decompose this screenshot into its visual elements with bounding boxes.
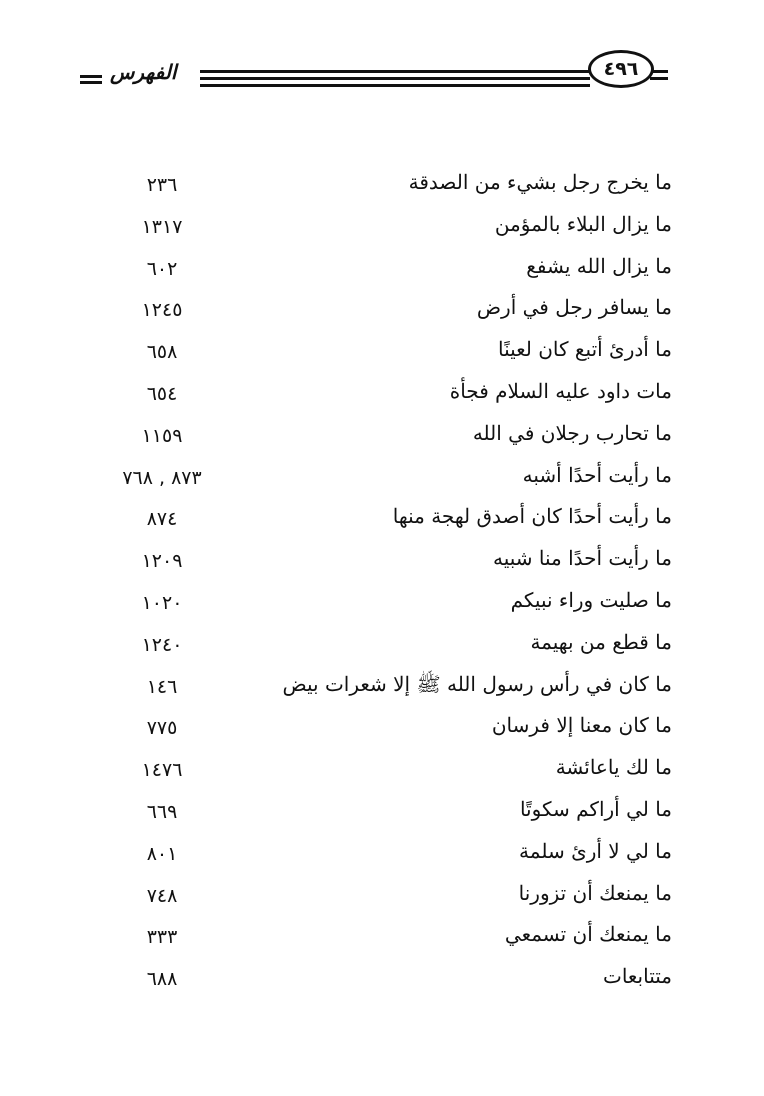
index-entry [0,793,764,833]
entry-page-number: ١٤٦ [146,676,178,698]
index-entry [0,877,764,917]
entry-page-number: ١٢٤٠ [141,634,183,656]
entry-text: ما رأيت أحدًا أشبه [522,463,672,487]
entry-page-number: ٦٠٢ [146,258,178,280]
index-entry [0,417,764,457]
index-entry [0,626,764,666]
entry-text: ما كان معنا إلا فرسان [491,713,672,737]
index-entry [0,291,764,331]
entry-page-number: ٦٥٨ [146,341,178,363]
entry-text: ما يخرج رجل بشيء من الصدقة [408,170,672,194]
entry-text: ما أدرئ أتبع كان لعينًا [497,337,672,361]
index-entry [0,500,764,540]
entry-text: ما رأيت أحدًا منا شبيه [492,546,672,570]
page-title: الفهرس [110,60,177,84]
index-entry [0,542,764,582]
page-header [0,48,764,100]
index-entry [0,333,764,373]
index-entry [0,208,764,248]
entry-text: ما رأيت أحدًا كان أصدق لهجة منها [392,504,672,528]
entry-text: ما يزال البلاء بالمؤمن [494,212,672,236]
entry-page-number: ٨٧٤ [146,508,178,530]
index-entry [0,250,764,290]
header-rule-top [200,70,590,73]
entry-page-number: ١٢٠٩ [141,550,183,572]
entry-page-number: ٨٧٣ , ٧٦٨ [122,467,202,489]
entry-text: ما كان في رأس رسول الله ﷺ إلا شعرات بيض [282,672,672,696]
entry-text: ما لي أراكم سكوتًا [519,797,672,821]
entry-page-number: ١٢٤٥ [141,299,183,321]
entry-page-number: ٨٠١ [146,843,178,865]
entry-page-number: ١٠٢٠ [141,592,183,614]
index-entry [0,459,764,499]
entry-page-number: ٦٥٤ [146,383,178,405]
page-number-badge [588,50,654,88]
page-number: ٤٩٦ [603,58,639,80]
header-left-rule-top [80,75,102,78]
entry-text: متتابعات [602,964,672,988]
entry-page-number: ٦٨٨ [146,968,178,990]
entry-text: ما يزال الله يشفع [526,254,672,278]
index-entry [0,835,764,875]
entry-page-number: ١٣١٧ [141,216,183,238]
index-entry [0,166,764,206]
index-entry [0,668,764,708]
entry-text: ما يمنعك أن تزورنا [518,881,672,905]
entry-page-number: ٣٣٣ [146,926,178,948]
index-entry [0,375,764,415]
entry-text: ما لي لا أرئ سلمة [519,839,672,863]
entry-text: ما قطع من بهيمة [530,630,672,654]
index-entry [0,584,764,624]
entry-text: ما تحارب رجلان في الله [472,421,672,445]
index-entry [0,709,764,749]
entry-page-number: ٦٦٩ [146,801,178,823]
entry-text: ما يمنعك أن تسمعي [504,922,672,946]
index-entry [0,918,764,958]
entry-page-number: ٧٤٨ [146,885,178,907]
entry-text: مات داود عليه السلام فجأة [449,379,672,403]
entry-page-number: ٧٧٥ [146,717,178,739]
entry-text: ما لك ياعائشة [555,755,672,779]
index-entry [0,960,764,1000]
entry-text: ما صليت وراء نبيكم [510,588,672,612]
header-right-rule-bottom [650,77,668,80]
header-rule-bottom [200,84,590,87]
entry-page-number: ٢٣٦ [146,174,178,196]
header-rule-middle [200,77,590,80]
entry-page-number: ١٤٧٦ [141,759,183,781]
entry-text: ما يسافر رجل في أرض [476,295,672,319]
header-left-rule-bottom [80,81,102,84]
entry-page-number: ١١٥٩ [141,425,183,447]
index-entry [0,751,764,791]
